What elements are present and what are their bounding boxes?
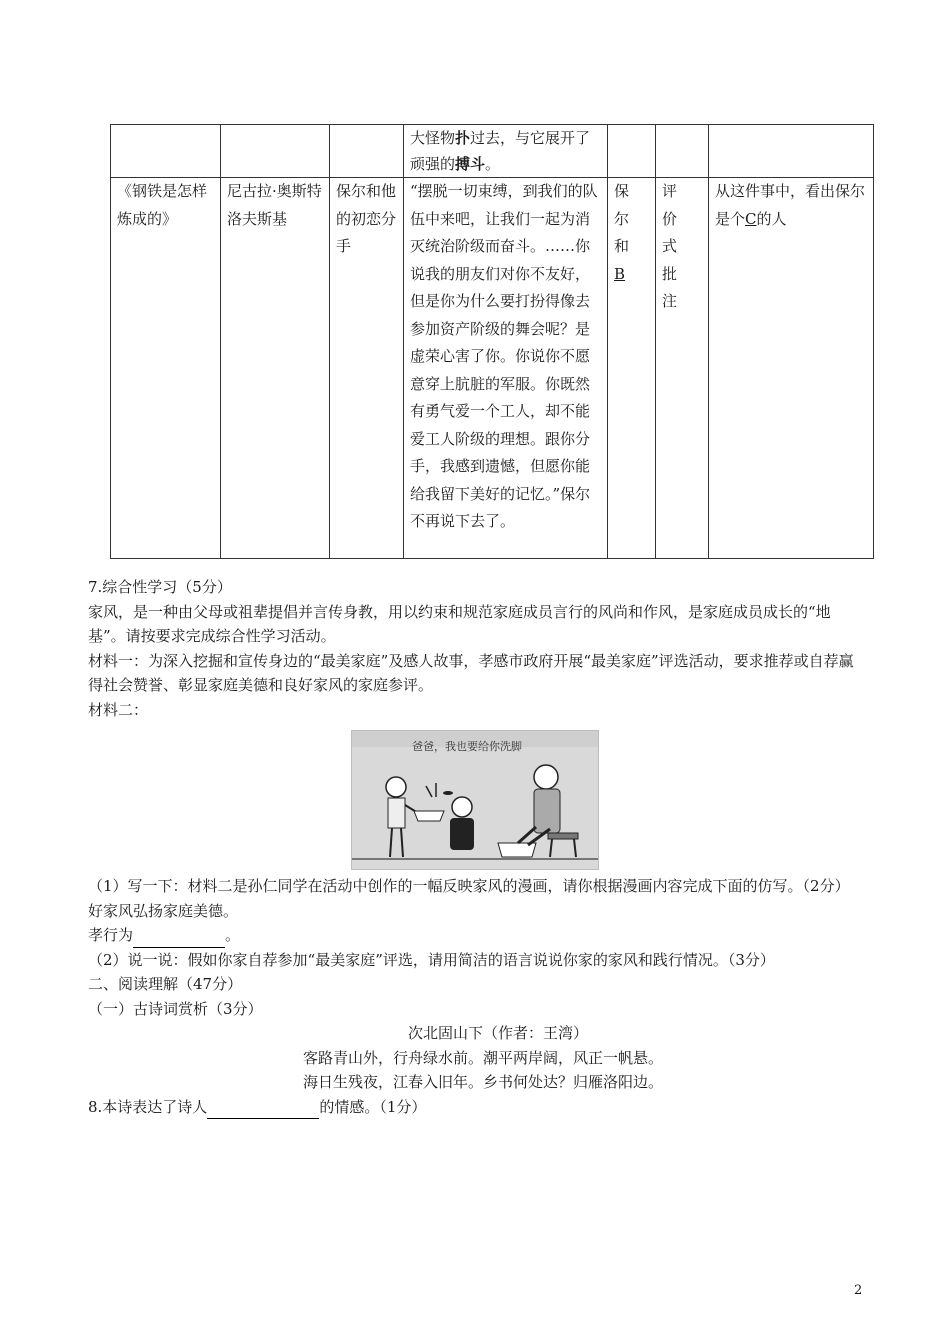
note-cell: 从这件事中，看出保尔是个C的人	[709, 178, 874, 559]
q7-intro: 家风，是一种由父母或祖辈提倡并言传身教，用以约束和规范家庭成员言行的风尚和作风，是家庭成员成长的“地基”。请按要求完成综合性学习活动。	[88, 602, 831, 645]
answer-blank[interactable]	[207, 1100, 319, 1119]
book-title-cell: 《钢铁是怎样炼成的》	[111, 178, 221, 559]
question-content	[88, 575, 868, 1119]
imitation-line-2: 孝行为 。	[88, 923, 868, 948]
table-cell	[111, 125, 221, 178]
table-row	[111, 178, 874, 559]
imitation-line-1: 好家风弘扬家庭美德。	[88, 901, 239, 920]
author-cell: 尼古拉·奥斯特洛夫斯基	[221, 178, 330, 559]
table-cell-excerpt: 大怪物扑过去，与它展开了顽强的搏斗。	[404, 125, 608, 178]
blank-b: B	[614, 264, 626, 283]
section-subtitle: （一）古诗词赏析（3分）	[88, 999, 263, 1018]
sub-question-1: （1）写一下：材料二是孙仁同学在活动中创作的一幅反映家风的漫画，请你根据漫画内容完成下面的仿写。（2分）	[88, 877, 850, 895]
blank-c: C	[745, 209, 757, 228]
table-cell	[656, 125, 709, 178]
material-one: 材料一：为深入挖掘和宣传身边的“最美家庭”及感人故事，孝感市政府开展“最美家庭”评选活动，要求推荐或自荐赢得社会赞誉、彰显家庭美德和良好家风的家庭参评。	[88, 651, 854, 694]
q7-title: 7.综合性学习（5分）	[88, 578, 232, 596]
table-cell	[608, 125, 656, 178]
person-cell: 保 尔 和 B	[608, 178, 656, 559]
cartoon-image	[351, 730, 599, 870]
book-annotation-table	[110, 124, 874, 559]
poem-line-2: 海日生残夜，江春入旧年。乡书何处达？归雁洛阳边。	[302, 1073, 663, 1091]
table-cell	[330, 125, 404, 178]
table-cell	[221, 125, 330, 178]
page-number: 2	[854, 1283, 863, 1298]
sub-question-2: （2）说一说：假如你家自荐参加“最美家庭”评选，请用简洁的语言说说你家的家风和践行情况。（3分）	[88, 950, 775, 969]
table-row	[111, 125, 874, 178]
cartoon-caption: 爸爸，我也要给你洗脚	[412, 740, 522, 753]
method-cell: 评 价 式 批 注	[656, 178, 709, 559]
table-cell	[709, 125, 874, 178]
section-title: 二、阅读理解（47分）	[88, 975, 243, 993]
q8: 8.本诗表达了诗人 的情感。（1分）	[88, 1095, 868, 1120]
answer-blank[interactable]	[133, 929, 225, 948]
poem-title: 次北固山下（作者：王湾）	[407, 1024, 588, 1042]
material-two-label: 材料二：	[88, 700, 149, 719]
poem-line-1: 客路青山外，行舟绿水前。潮平两岸阔，风正一帆悬。	[302, 1048, 663, 1067]
characters-cell: 保尔和他的初恋分手	[330, 178, 404, 559]
excerpt-cell: “摆脱一切束缚，到我们的队伍中来吧，让我们一起为消灭统治阶级而奋斗。……你说我的朋友们对你不友好，但是你为什么要打扮得像去参加资产阶级的舞会呢？是虚荣心害了你。你说你不愿意穿上肮脏的军服。你既然有勇气爱一个工人，却不能爱工人阶级的理想。跟你分手，我感到遗憾，但愿你能给我留下美好的记忆。”保尔不再说下去了。	[404, 178, 608, 559]
